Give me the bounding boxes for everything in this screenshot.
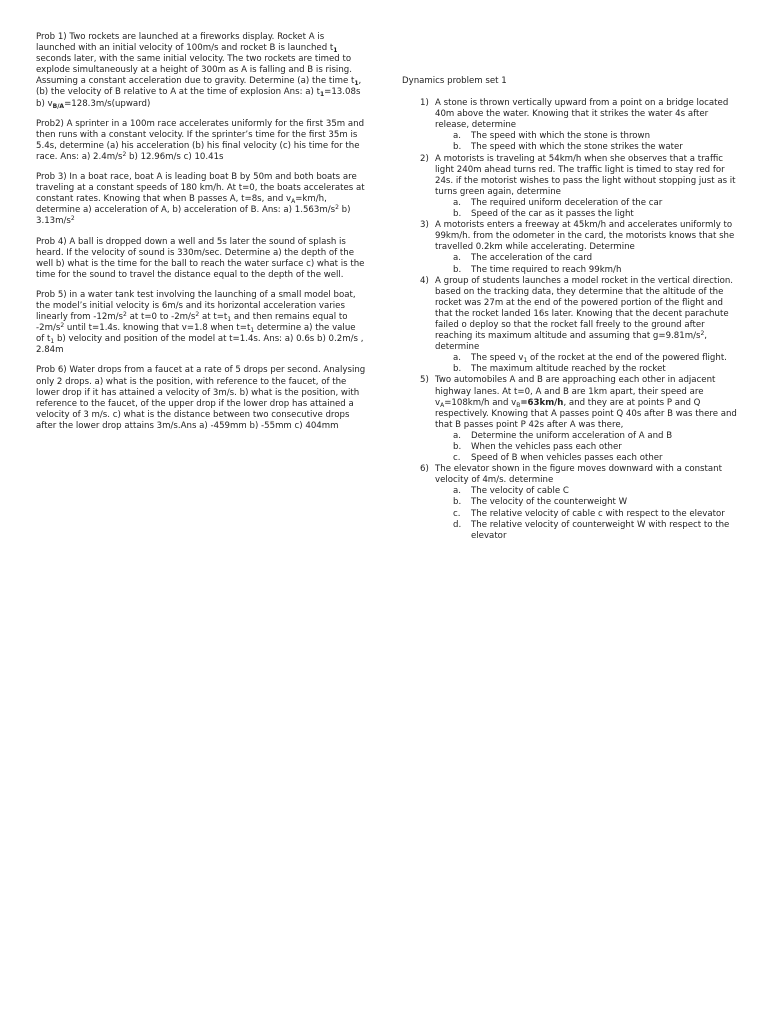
problem-4: Prob 4) A ball is dropped down a well and 5s later the sound of splash is heard. If the velocity of sound is 330m/sec. Determine a) the depth of the well b) what is the time for the ball to reach the water surface c) what is the time for the sound to travel the distance equal to the depth of the well. [36, 236, 365, 280]
question-4 [402, 276, 742, 376]
question-number: 5) [420, 375, 429, 386]
problem-5: Prob 5) in a water tank test involving the launching of a small model boat, the model’s initial velocity is 6m/s and its horizontal acceleration varies linearly from $-12m/s^2$ at t=0 to $-2m/s^2$ at $t=t_1$ and then remains equal to $-2m/s^2$ until t=1.4s. knowing that v=1.8 when $t=t_1$ determine a) the value of $t_1$ b) velocity and position of the model at t=1.4s. Ans: a) 0.6s b) 0.2m/s , 2.84m [36, 289, 364, 356]
sub-question: b. The velocity of the counterweight W [453, 497, 628, 508]
right-column [402, 76, 742, 542]
question-text: Two automobiles A and B are approaching each other in adjacent highway lanes. At t=0, A and B are 1km apart, their speed are $v_A=108km/h$ and $v_B=63km/h$, and they are at points P and Q respectively. Knowing that A passes point Q 40s after B was there and that B passes point P 42s after A was there, [435, 375, 737, 430]
question-3 [402, 220, 742, 275]
question-text: A motorists is traveling at 54km/h when she observes that a traffic light 240m ahead turns red. The traffic light is timed to stay red for 24s. if the motorist wishes to pass the light without stopping just as it turns green again, determine [435, 153, 736, 197]
question-number: 1) [420, 98, 429, 109]
sub-question: a. Determine the uniform acceleration of A and B [453, 430, 673, 441]
sub-question-list [435, 131, 742, 153]
sub-question: d. The relative velocity of counterweight W with respect to the elevator [453, 519, 730, 541]
question-text: A motorists enters a freeway at 45km/h and accelerates uniformly to 99km/h. from the odometer in the card, the motorists knows that she travelled 0.2km while accelerating. Determine [435, 220, 735, 253]
sub-question-list [435, 486, 742, 541]
sub-question-list [435, 253, 742, 275]
question-number: 4) [420, 275, 429, 286]
sub-question: b. Speed of the car as it passes the light [453, 209, 634, 220]
left-column [36, 32, 366, 441]
question-1 [402, 98, 742, 153]
sub-question: b. The maximum altitude reached by the rocket [453, 364, 666, 375]
problem-list [402, 98, 742, 542]
sub-question: a. The acceleration of the card [453, 253, 593, 264]
question-number: 2) [420, 153, 429, 164]
sub-question-list [435, 431, 742, 464]
problem-6: Prob 6) Water drops from a faucet at a rate of 5 drops per second. Analysing only 2 drops. a) what is the position, with reference to the faucet, of the lower drop if it has attained a velocity of 3m/s. b) what is the position, with reference to the faucet, of the upper drop if the lower drop has attained a velocity of 3 m/s. c) what is the distance between two consecutive drops after the lower drop attains 3m/s.Ans a) -459mm b) -55mm c) 404mm [36, 365, 366, 431]
problem-1: Prob 1) Two rockets are launched at a fireworks display. Rocket A is launched with an initial velocity of 100m/s and rocket B is launched $t_1$ seconds later, with the same initial velocity. The two rockets are timed to explode simultaneously at a height of 300m as A is falling and B is rising. Assuming a constant acceleration due to gravity. Determine (a) the time $t_1$, (b) the velocity of B relative to A at the time of explosion Ans: a) $t_1=13.08s$ b) $v_{B/A}=128.3m/s(upward)$ [36, 32, 362, 110]
sub-question: b. The time required to reach 99km/h [453, 264, 622, 275]
question-6 [402, 464, 742, 542]
sub-question: a. The required uniform deceleration of the car [453, 197, 663, 208]
sub-question-list [435, 353, 742, 375]
problem-set-title: Dynamics problem set 1 [402, 76, 507, 86]
question-number: 6) [420, 464, 429, 475]
sub-question-list [435, 198, 742, 220]
sub-question: a. The speed $v_1$ of the rocket at the end of the powered flight. [453, 353, 727, 365]
question-5 [402, 375, 742, 464]
sub-question: a. The velocity of cable C [453, 486, 569, 497]
sub-question: a. The speed with which the stone is thrown [453, 131, 651, 142]
question-2 [402, 154, 742, 221]
problem-3: Prob 3) In a boat race, boat A is leading boat B by 50m and both boats are traveling at a constant speeds of 180 km/h. At t=0, the boats accelerates at constant rates. Knowing that when B passes A, t=8s, and $v_A=km/h$, determine a) acceleration of A, b) acceleration of B. Ans: a) $1.563m/s^2$ b) $3.13m/s^2$ [36, 172, 365, 227]
problem-2: Prob2) A sprinter in a 100m race accelerates uniformly for the first 35m and then runs with a constant velocity. If the sprinter’s time for the first 35m is 5.4s, determine (a) his acceleration (b) his final velocity (c) his time for the race. Ans: a) $2.4m/s^2$ b) 12.96m/s c) 10.41s [36, 118, 365, 162]
question-number: 3) [420, 220, 429, 231]
sub-question: c. Speed of B when vehicles passes each other [453, 453, 663, 464]
sub-question: c. The relative velocity of cable c with respect to the elevator [453, 508, 725, 519]
question-text: A stone is thrown vertically upward from a point on a bridge located 40m above the water. Knowing that it strikes the water 4s after release, determine [435, 98, 729, 131]
sub-question: b. When the vehicles pass each other [453, 442, 622, 452]
question-text: The elevator shown in the figure moves downward with a constant velocity of 4m/s. determine [435, 464, 722, 486]
question-text: A group of students launches a model rocket in the vertical direction. based on the tracking data, they determine that the altitude of the rocket was 27m at the end of the powered portion of the flight and that the rocket landed 16s later. Knowing that the decent parachute failed o deploy so that the rocket fall freely to the ground after reaching its maximum altitude and assuming that $g=9.81m/s^2$, determine [435, 275, 734, 353]
sub-question: b. The speed with which the stone strikes the water [453, 142, 683, 153]
